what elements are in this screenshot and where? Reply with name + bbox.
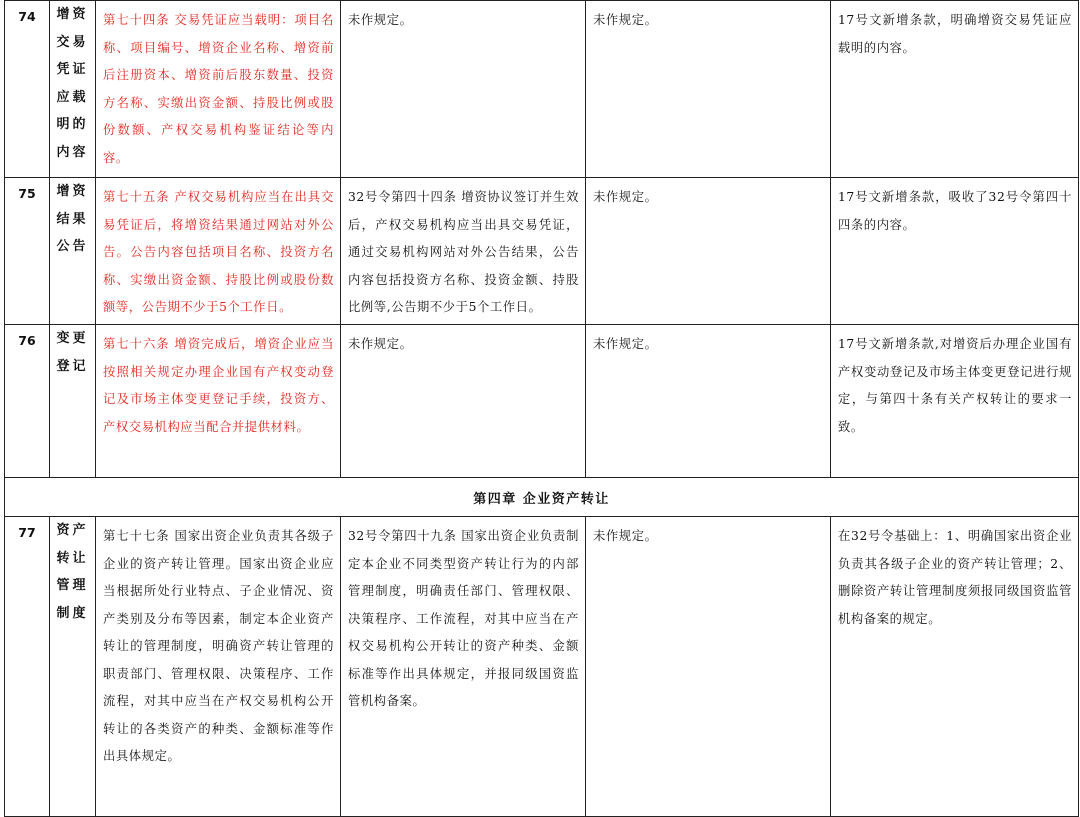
- row-title-line: 增资: [56, 7, 89, 22]
- other-rule-cell: [586, 325, 831, 478]
- new-rule-text: 第七十四条 交易凭证应当载明：项目名称、项目编号、增资企业名称、增资前后注册资本、增资前后股东数量、投资方名称、实缴出资金额、持股比例或股份数额、产权交易机构鉴证结论等内容。: [103, 13, 334, 165]
- new-rule-text: 第七十六条 增资完成后，增资企业应当按照相关规定办理企业国有产权变动登记及市场主体变更登记手续，投资方、产权交易机构应当配合并提供材料。: [103, 337, 334, 434]
- other-rule-cell: [586, 178, 831, 325]
- note-text: 17号文新增条款,对增资后办理企业国有产权变动登记及市场主体变更登记进行规定，与第四十条有关产权转让的要求一致。: [838, 337, 1072, 434]
- note-cell: [831, 517, 1079, 817]
- new-rule-text: 第七十五条 产权交易机构应当在出具交易凭证后，将增资结果通过网站对外公告。公告内容包括项目名称、投资方名称、实缴出资金额、持股比例或股份数额等，公告期不少于5个工作日。: [103, 190, 334, 314]
- row-title: [50, 178, 96, 325]
- row-title-line: 制度: [56, 605, 89, 621]
- order32-cell: [341, 178, 586, 325]
- order32-cell: [341, 517, 586, 817]
- row-number: 77: [5, 517, 50, 817]
- table-row: [5, 1, 1079, 178]
- row-number: 75: [5, 178, 50, 325]
- row-title-line: 变更: [56, 331, 89, 346]
- other-rule-text: 未作规定。: [593, 13, 658, 27]
- other-rule-text: 未作规定。: [593, 190, 658, 204]
- other-rule-cell: [586, 517, 831, 817]
- order32-text: 32号令第四十四条 增资协议签订并生效后，产权交易机构应当出具交易凭证，通过交易机构网站对外公告结果，公告内容包括投资方名称、投资金额、持股比例等,公告期不少于5个工作日。: [348, 190, 579, 314]
- row-title-line: 登记: [56, 358, 89, 374]
- row-title-line: 转让: [56, 550, 89, 566]
- note-cell: [831, 178, 1079, 325]
- chapter-row: [5, 478, 1079, 517]
- row-title: [50, 1, 96, 178]
- table-row: [5, 325, 1079, 478]
- other-rule-cell: [586, 1, 831, 178]
- chapter-heading: 第四章 企业资产转让: [5, 478, 1079, 517]
- new-rule-cell: [96, 325, 341, 478]
- row-title-line: 凭证: [56, 62, 89, 77]
- row-title-line: 结果: [56, 211, 89, 227]
- comparison-table: [4, 0, 1079, 817]
- row-title-line: 应载: [56, 89, 89, 105]
- row-title-line: 交易: [56, 34, 89, 50]
- other-rule-text: 未作规定。: [593, 529, 658, 543]
- order32-cell: [341, 325, 586, 478]
- row-number: 74: [5, 1, 50, 178]
- note-text: 17号文新增条款，明确增资交易凭证应载明的内容。: [838, 13, 1072, 55]
- row-title-line: 公告: [56, 239, 89, 254]
- order32-text: 未作规定。: [348, 13, 413, 27]
- row-title: [50, 325, 96, 478]
- new-rule-cell: [96, 1, 341, 178]
- new-rule-cell: [96, 517, 341, 817]
- row-title-line: 明的: [56, 117, 89, 132]
- new-rule-text: 第七十七条 国家出资企业负责其各级子企业的资产转让管理。国家出资企业应当根据所处行业特点、子企业情况、资产类别及分布等因素，制定本企业资产转让的管理制度，明确资产转让管理的职责部门、管理权限、决策程序、工作流程，对其中应当在产权交易机构公开转让的各类资产的种类、金额标准等作出具体规定。: [103, 529, 334, 763]
- row-number: 76: [5, 325, 50, 478]
- order32-text: 32号令第四十九条 国家出资企业负责制定本企业不同类型资产转让行为的内部管理制度，明确责任部门、管理权限、决策程序、工作流程，对其中应当在产权交易机构公开转让的资产种类、金额标准等作出具体规定，并报同级国资监管机构备案。: [348, 529, 579, 708]
- note-cell: [831, 325, 1079, 478]
- table-row: [5, 517, 1079, 817]
- row-title-line: 管理: [56, 578, 89, 593]
- order32-cell: [341, 1, 586, 178]
- note-text: 在32号令基础上：1、明确国家出资企业负责其各级子企业的资产转让管理；2、删除资产转让管理制度须报同级国资监管机构备案的规定。: [838, 529, 1072, 626]
- row-title-line: 内容: [56, 144, 89, 160]
- other-rule-text: 未作规定。: [593, 337, 658, 351]
- row-title-line: 增资: [56, 184, 89, 199]
- order32-text: 未作规定。: [348, 337, 413, 351]
- note-cell: [831, 1, 1079, 178]
- note-text: 17号文新增条款，吸收了32号令第四十四条的内容。: [838, 190, 1072, 232]
- row-title-line: 资产: [56, 523, 89, 538]
- row-title: [50, 517, 96, 817]
- new-rule-cell: [96, 178, 341, 325]
- table-row: [5, 178, 1079, 325]
